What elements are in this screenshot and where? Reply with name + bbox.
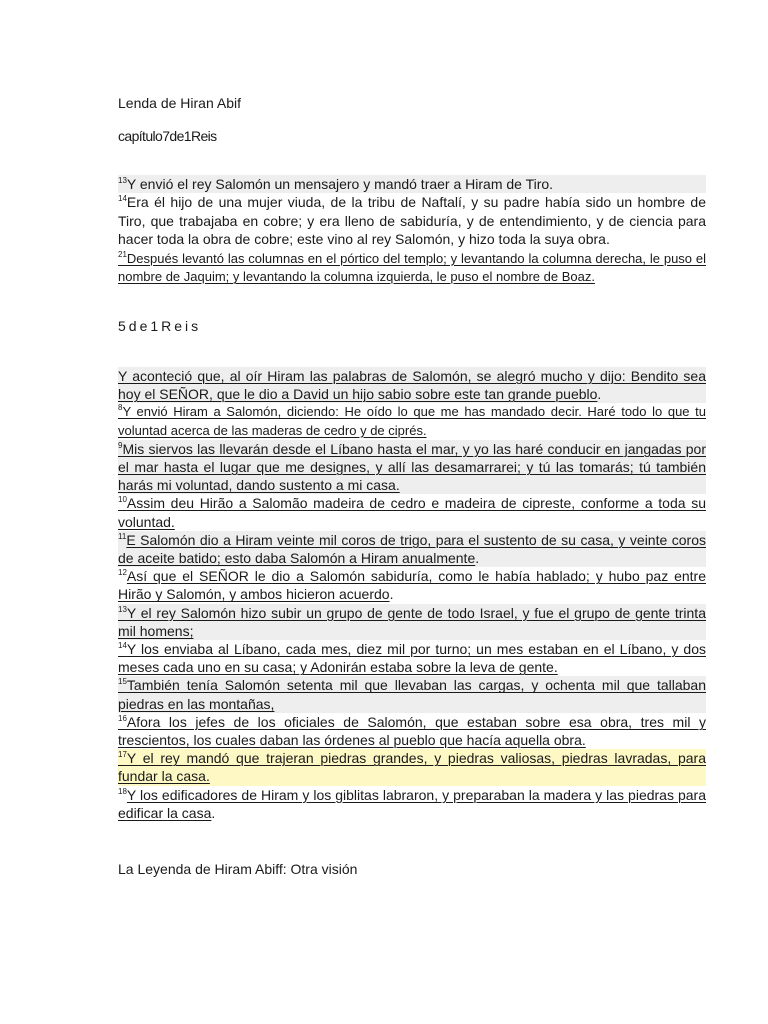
verse-number: 15 (118, 677, 127, 687)
verse-text: Y aconteció que, al oír Hiram las palabras de Salomón, se alegró mucho y dijo: Bendito sea hoy el SEÑOR, que le dio a David un hijo sabio sobre este tan grande pueblo (118, 368, 706, 403)
verse-5-11 (118, 531, 706, 567)
verse-number: 10 (118, 495, 127, 505)
verse-tail: . (597, 386, 602, 403)
verse-5-12 (118, 567, 706, 603)
verse-tail: . (475, 550, 480, 567)
verse-5-15 (118, 676, 706, 712)
document-title: Lenda de Hiran Abif (118, 95, 241, 111)
verse-7-13 (118, 175, 706, 193)
verse-5-14 (118, 640, 706, 676)
verse-text: Afora los jefes de los oficiales de Salomón, que estaban sobre esa obra, tres mil y trescientos, los cuales daban las órdenes al pueblo que hacía aquella obra. (118, 713, 706, 749)
verse-text: Después levantó las columnas en el pórtico del templo; y levantando la columna derecha, le puso el nombre de Jaquim; y levantando la columna izquierda, le puso el nombre de Boaz. (118, 250, 706, 285)
verse-text: Así que el SEÑOR le dio a Salomón sabiduría, como le había hablado; y hubo paz entre Hirão y Salomón, y ambos hicieron acuerdo (118, 568, 706, 603)
verse-tail: . (389, 586, 394, 603)
verse-7-14 (118, 193, 706, 249)
verse-number: 14 (118, 641, 127, 651)
verse-block-chapter-7 (118, 175, 706, 286)
verse-5-18 (118, 786, 706, 822)
verse-text: Y los enviaba al Líbano, cada mes, diez mil por turno; un mes estaban en el Líbano, y dos meses cada uno en su casa; y Adonirán estaba sobre la leva de gente. (118, 641, 706, 676)
verse-number: 9 (118, 440, 123, 450)
verse-7-21 (118, 250, 706, 286)
verse-block-chapter-5 (118, 367, 706, 822)
verse-text: Y los edificadores de Hiram y los giblitas labraron, y preparaban la madera y las piedras para edificar la casa (118, 786, 706, 821)
footer-heading: La Leyenda de Hiram Abiff: Otra visión (118, 861, 358, 877)
verse-text: Y envió el rey Salomón un mensajero y mandó traer a Hiram de Tiro. (126, 176, 554, 192)
verse-text: Mis siervos las llevarán desde el Líbano hasta el mar, y yo las haré conducir en jangadas por el mar hasta el lugar que me designes, y allí las desamarrarei; y tú las tomarás; tú también harás mi voluntad, dando sustento a mi casa. (118, 440, 706, 494)
verse-text: Y el rey Salomón hizo subir un grupo de gente de todo Israel, y fue el grupo de gente trinta mil homens; (118, 604, 706, 639)
verse-text: También tenía Salomón setenta mil que llevaban las cargas, y ochenta mil que tallaban piedras en las montañas, (118, 677, 706, 712)
verse-number: 14 (118, 194, 127, 204)
chapter-5-heading: 5de1Reis (118, 318, 202, 334)
verse-5-7 (118, 367, 706, 403)
verse-tail: . (211, 804, 216, 821)
verse-5-9 (118, 440, 706, 495)
verse-5-13 (118, 604, 706, 640)
verse-text: Era él hijo de una mujer viuda, de la tribu de Naftalí, y su padre había sido un hombre de Tiro, que trabajaba en cobre; y era lleno de sabiduría, y de entendimiento, y de ciencia para hacer toda la obra de cobre; este vino al rey Salomón, y hizo toda la suya obra. (118, 194, 706, 248)
verse-text: E Salomón dio a Hiram veinte mil coros de trigo, para el sustento de su casa, y veinte coros de aceite batido; esto daba Salomón a Hiram anualmente (118, 531, 706, 567)
verse-number: 17 (118, 750, 127, 760)
verse-number: 8 (118, 403, 123, 413)
verse-text: Assim deu Hirão a Salomão madeira de cedro e madeira de cipreste, conforme a toda su voluntad. (118, 495, 706, 530)
verse-number: 13 (118, 176, 127, 185)
verse-number: 21 (118, 249, 127, 259)
verse-number: 18 (118, 786, 127, 796)
verse-text: Y envió Hiram a Salomón, diciendo: He oído lo que me has mandado decir. Haré todo lo que tu voluntad acerca de las maderas de cedro y de ciprés. (118, 404, 706, 438)
chapter-7-heading: capítulo7de1Reis (118, 128, 217, 144)
verse-number: 12 (118, 568, 127, 578)
verse-number: 11 (118, 531, 127, 541)
verse-5-17 (118, 749, 706, 785)
verse-5-16 (118, 713, 706, 749)
verse-number: 16 (118, 713, 127, 723)
verse-5-8 (118, 403, 706, 439)
verse-number: 13 (118, 604, 127, 614)
verse-text: Y el rey mandó que trajeran piedras grandes, y piedras valiosas, piedras lavradas, para fundar la casa. (118, 750, 706, 785)
verse-5-10 (118, 494, 706, 530)
